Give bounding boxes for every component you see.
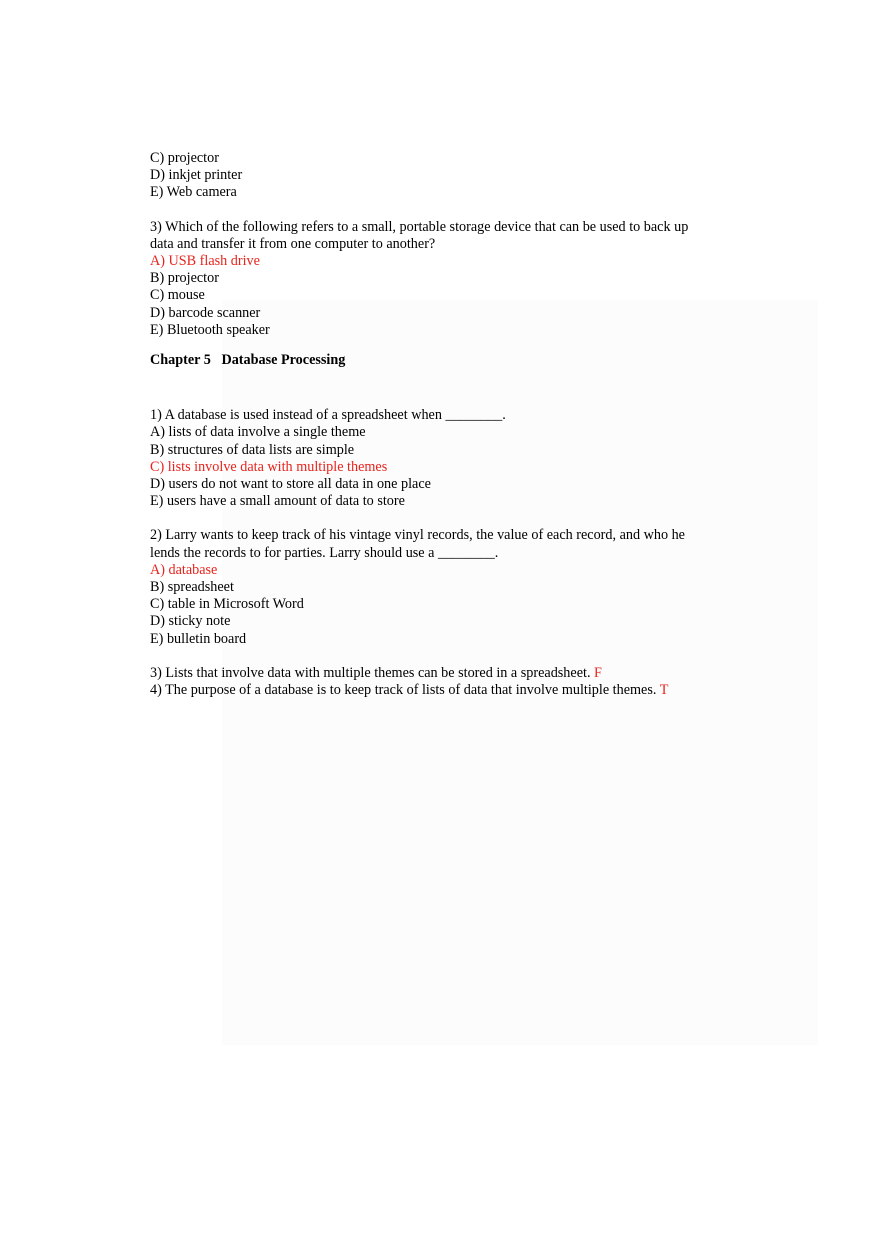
option-e: E) Web camera xyxy=(150,184,237,201)
tf-statement: 3) Lists that involve data with multiple themes can be stored in a spreadsheet. xyxy=(150,664,591,681)
question-3 xyxy=(150,219,750,339)
option-d: D) barcode scanner xyxy=(150,304,261,321)
true-false-item xyxy=(150,665,750,682)
option-a: A) lists of data involve a single theme xyxy=(150,424,366,441)
question-stem: 1) A database is used instead of a spreadsheet when ________. xyxy=(150,407,506,424)
option-e: E) bulletin board xyxy=(150,630,247,647)
option-d: D) sticky note xyxy=(150,613,231,630)
previous-question-options xyxy=(150,150,750,202)
option-a-correct: A) USB flash drive xyxy=(150,253,260,270)
option-e: E) users have a small amount of data to store xyxy=(150,493,405,510)
option-d: D) inkjet printer xyxy=(150,167,243,184)
option-a-correct: A) database xyxy=(150,561,218,578)
true-false-item xyxy=(150,682,750,699)
chapter5-question-1 xyxy=(150,407,750,510)
chapter-heading: Chapter 5 Database Processing xyxy=(150,352,346,369)
option-b: B) spreadsheet xyxy=(150,579,234,596)
document-page xyxy=(150,150,750,699)
option-b: B) projector xyxy=(150,270,219,287)
question-stem-line-1: 2) Larry wants to keep track of his vintage vinyl records, the value of each record, and who he xyxy=(150,527,685,544)
tf-answer: F xyxy=(594,664,602,681)
true-false-questions xyxy=(150,665,750,699)
option-c: C) mouse xyxy=(150,287,205,304)
option-c: C) table in Microsoft Word xyxy=(150,596,304,613)
chapter5-question-2 xyxy=(150,527,750,647)
option-c: C) projector xyxy=(150,150,219,166)
option-b: B) structures of data lists are simple xyxy=(150,441,355,458)
question-stem-line-2: data and transfer it from one computer to another? xyxy=(150,235,436,252)
question-stem-line-1: 3) Which of the following refers to a small, portable storage device that can be used to back up xyxy=(150,218,689,235)
option-e: E) Bluetooth speaker xyxy=(150,321,270,338)
question-stem-line-2: lends the records to for parties. Larry should use a ________. xyxy=(150,544,499,561)
option-c-correct: C) lists involve data with multiple themes xyxy=(150,458,388,475)
tf-answer: T xyxy=(659,682,669,699)
tf-statement: 4) The purpose of a database is to keep track of lists of data that involve multiple themes. xyxy=(150,682,657,699)
option-d: D) users do not want to store all data in one place xyxy=(150,476,431,493)
